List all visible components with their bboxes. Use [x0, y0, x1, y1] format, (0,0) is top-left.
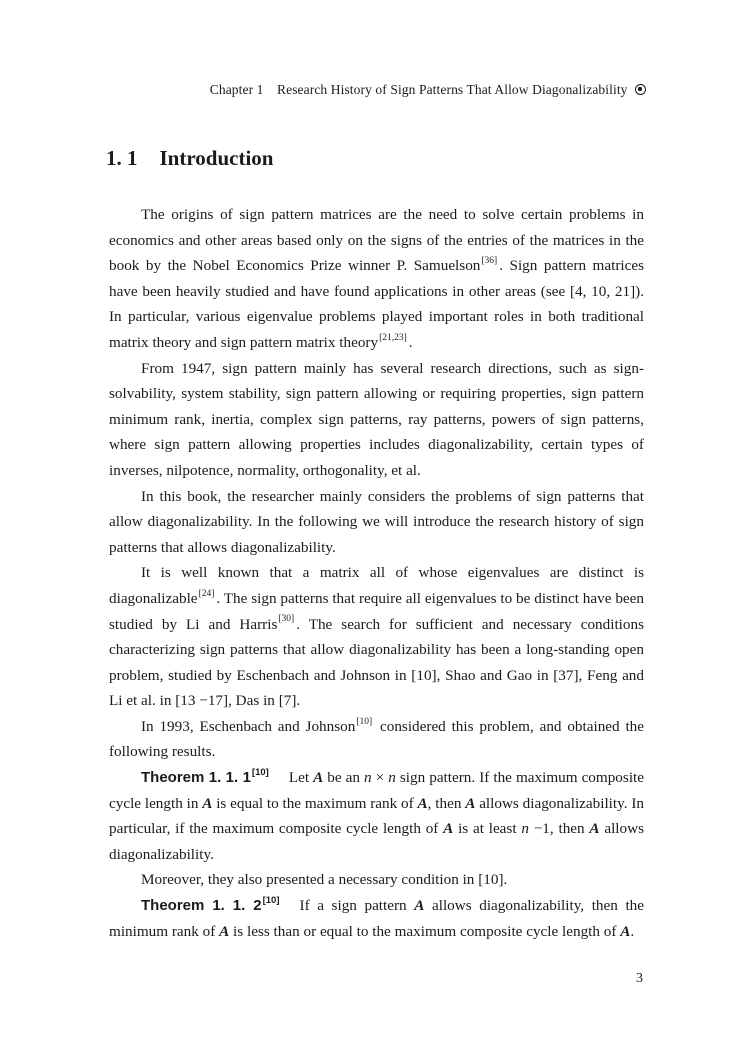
citation: [36] — [481, 256, 498, 267]
theorem-label: Theorem 1. 1. 1[10] — [141, 767, 269, 787]
section-title: Introduction — [159, 146, 274, 170]
citation: [21,23] — [379, 332, 407, 343]
body-text — [109, 202, 644, 944]
citation: [24] — [198, 588, 215, 599]
theorem-1-1-1: Theorem 1. 1. 1[10] Let A be an n × n sign pattern. If the maximum composite cycle length in A is equal to the maximum rank of A, then A allows diagonalizability. In particular, if the maximum composite cycle length of A is at least n −1, then A allows diagonalizability. — [109, 767, 644, 863]
text-run: In 1993, Eschenbach and Johnson — [141, 717, 356, 735]
paragraph-4 — [109, 560, 644, 714]
text-run: . — [408, 333, 413, 351]
theorem-label: Theorem 1. 1. 2[10] — [141, 895, 280, 915]
paragraph-2: From 1947, sign pattern mainly has several research directions, such as sign-solvability, system stability, sign pattern allowing or requiring properties, sign pattern minimum rank, inertia, complex sign patterns, ray patterns, powers of sign patterns, where sign pattern allowing properties includes diagonalizability, certain types of inverses, nilpotence, normality, orthogonality, et al. — [109, 359, 644, 479]
circle-dot-icon — [635, 84, 646, 95]
citation: [10] — [251, 767, 269, 779]
paragraph-1 — [109, 202, 644, 356]
text-run: . The search for sufficient and necessary conditions characterizing sign patterns that allow diagonalizability has been a long-standing open problem, studied by Eschenbach and Johnson in [10], Shao and Gao in [37], Feng and Li et al. in [13 −17], Das in [7]. — [109, 615, 644, 710]
running-header — [210, 82, 646, 98]
chapter-label: Chapter 1 — [209, 82, 264, 97]
section-heading — [106, 146, 273, 171]
section-number: 1. 1 — [106, 146, 138, 170]
paragraph-3: In this book, the researcher mainly considers the problems of sign patterns that allow diagonalizability. In the following we will introduce the research history of sign patterns that allows diagonalizability. — [109, 487, 644, 556]
paragraph-6: Moreover, they also presented a necessary condition in [10]. — [141, 871, 508, 889]
text-run: considered this problem, and obtained the following results. — [109, 717, 644, 761]
citation: [10] — [356, 716, 373, 727]
text-run: . Sign pattern matrices have been heavily studied and have found applications in other areas (see [4, 10, 21]). In particular, various eigenvalue problems played important roles in both traditional matrix theory and sign pattern matrix theory — [109, 257, 644, 351]
chapter-title: Research History of Sign Patterns That Allow Diagonalizability — [277, 82, 628, 97]
text-run: It is well known that a matrix all of whose eigenvalues are distinct is diagonalizable — [109, 564, 644, 607]
theorem-1-1-2: Theorem 1. 1. 2[10] If a sign pattern A allows diagonalizability, then the minimum rank of A is less than or equal to the maximum composite cycle length of A. — [109, 895, 644, 940]
paragraph-5 — [109, 714, 644, 765]
citation: [30] — [278, 614, 295, 625]
text-run: . The sign patterns that require all eigenvalues to be distinct have been studied by Li and Harris — [109, 589, 644, 633]
page-number: 3 — [636, 971, 643, 986]
citation: [10] — [262, 895, 280, 907]
text-run: The origins of sign pattern matrices are the need to solve certain problems in economics and other areas based only on the signs of the entries of the matrices in the book by the Nobel Economics Prize winner P. Samuelson — [109, 206, 644, 275]
